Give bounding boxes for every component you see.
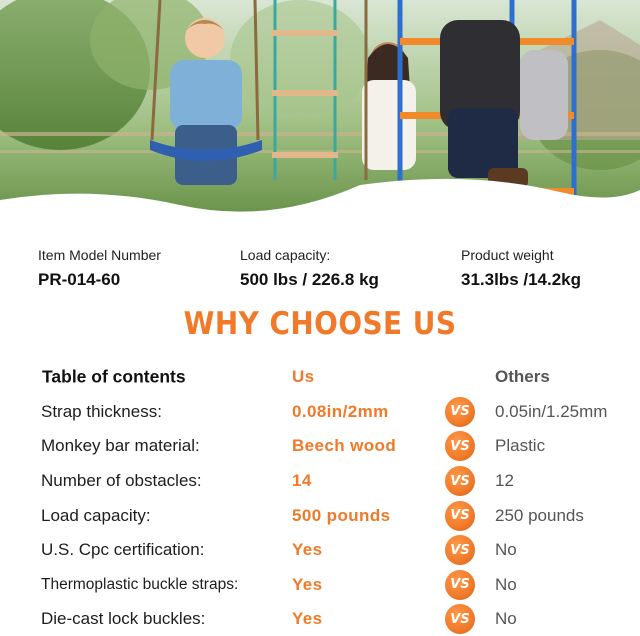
table-row: [0, 498, 640, 533]
row-feature: Number of obstacles:: [41, 471, 202, 491]
row-us-value: Yes: [292, 540, 323, 560]
spec-value: 500 lbs / 226.8 kg: [240, 270, 379, 289]
spec-value: 31.3lbs /14.2kg: [461, 270, 582, 289]
spec-label: Load capacity:: [240, 247, 331, 263]
row-us-value: Yes: [292, 609, 323, 629]
row-others-value: Plastic: [495, 436, 546, 456]
row-others-value: 12: [495, 471, 514, 491]
product-specs: [0, 247, 640, 297]
header-feature: Table of contents: [42, 366, 186, 387]
vs-icon: VS: [445, 431, 475, 461]
vs-icon: VS: [445, 535, 475, 565]
row-others-value: No: [495, 609, 517, 629]
row-others-value: 0.05in/1.25mm: [495, 401, 608, 421]
comparison-table: [0, 360, 640, 636]
vs-icon: VS: [445, 501, 475, 531]
row-others-value: No: [495, 574, 517, 594]
table-row: [0, 429, 640, 464]
vs-icon: VS: [445, 570, 475, 600]
table-header-row: [0, 360, 640, 395]
spec-model-number: [38, 247, 161, 290]
spec-label: Item Model Number: [38, 247, 161, 263]
row-us-value: Yes: [292, 574, 323, 594]
spec-load-capacity: [240, 247, 379, 290]
table-row: [0, 568, 640, 603]
vs-icon: VS: [445, 397, 475, 427]
section-heading: WHY CHOOSE US: [183, 306, 457, 342]
row-us-value: 14: [292, 471, 312, 491]
spec-value: PR-014-60: [38, 270, 121, 289]
table-row: [0, 464, 640, 499]
row-feature: U.S. Cpc certification:: [41, 540, 205, 560]
spec-label: Product weight: [461, 247, 554, 263]
table-row: [0, 602, 640, 636]
header-others: Others: [495, 367, 550, 387]
hero-photo: [0, 0, 640, 232]
row-feature: Load capacity:: [41, 505, 151, 525]
row-feature: Thermoplastic buckle straps:: [41, 575, 239, 593]
header-us: Us: [292, 367, 315, 387]
playground-photo-icon: [0, 0, 640, 232]
table-row: [0, 533, 640, 568]
row-feature: Strap thickness:: [41, 401, 162, 421]
spec-product-weight: [461, 247, 581, 290]
table-row: [0, 395, 640, 430]
row-feature: Die-cast lock buckles:: [41, 609, 206, 629]
vs-icon: VS: [445, 604, 475, 634]
row-others-value: 250 pounds: [495, 505, 584, 525]
row-us-value: 0.08in/2mm: [292, 401, 389, 421]
row-us-value: 500 pounds: [292, 505, 391, 525]
row-us-value: Beech wood: [292, 436, 397, 456]
row-feature: Monkey bar material:: [41, 436, 200, 456]
row-others-value: No: [495, 540, 517, 560]
vs-icon: VS: [445, 466, 475, 496]
